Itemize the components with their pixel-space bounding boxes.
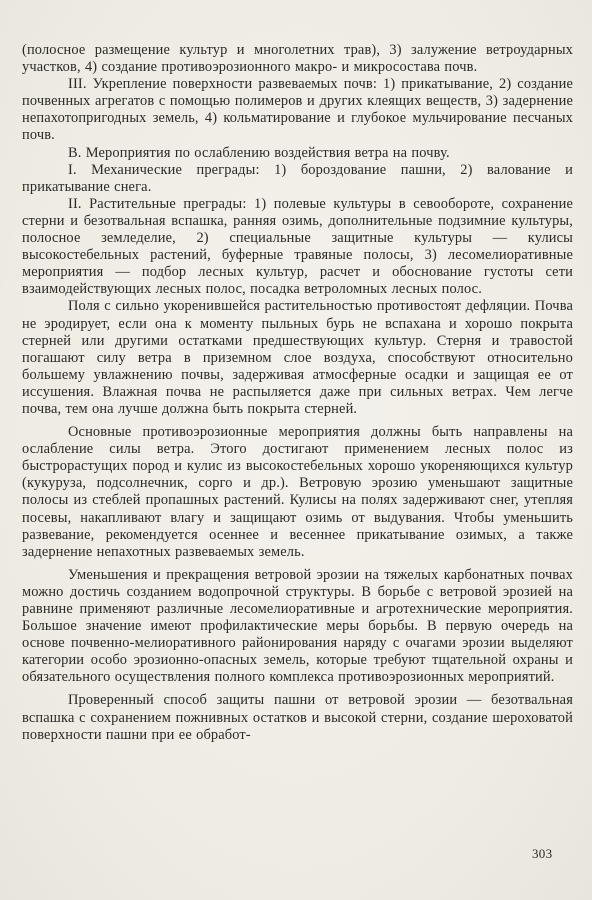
paragraph-intro-continuation: (полосное размещение культур и многолетних трав), 3) залужение ветроударных участков, 4) создание противоэрозионного макро- и микросостава почв. [22, 42, 573, 76]
paragraph-vegetation-deflation: Поля с сильно укоренившейся растительностью противостоят дефляции. Почва не эродирует, если она к моменту пыльных бурь не вспахана и хорошо покрыта стерней или другими остатками предшествующих культур. Стерня и травостой погашают силу ветра в приземном слое воздуха, способствуют относительно большему увлажнению почвы, задерживая атмосферные осадки и защищая ее от иссушения. Влажная почва не распыляется даже при сильных ветрах. Чем легче почва, тем она лучше должна быть покрыта стерней. [22, 298, 573, 417]
paragraph-main-measures: Основные противоэрозионные мероприятия должны быть направлены на ослабление силы ветра. Этого достигают применением лесных полос из быстрорастущих пород и кулис из высокостебельных хорошо укореняющихся культур (кукуруза, подсолнечник, сорго и др.). Ветровую эрозию уменьшают защитные полосы из стеблей пропашных растений. Кулисы на полях задерживают снег, утепляя посевы, накапливают влагу и защищают озимь от выдувания. Чтобы уменьшить развевание, рекомендуется осеннее и весеннее прикатывание озимых, а также задернение непахотных развеваемых земель. [22, 424, 573, 560]
page-text [22, 42, 573, 744]
paragraph-proven-method: Проверенный способ защиты пашни от ветровой эрозии — безотвальная вспашка с сохранением пожнивных остатков и высокой стерни, создание шероховатой поверхности пашни при ее обработ- [22, 692, 573, 743]
paragraph-plant-barriers: II. Растительные преграды: 1) полевые культуры в севообороте, сохранение стерни и безотвальная вспашка, ранняя озимь, дополнительные подзимние культуры, полосное земледелие, 2) специальные защитные культуры — кулисы высокостебельных растений, буферные травяные полосы, 3) лесомелиоративные мероприятия — подбор лесных культур, расчет и обоснование густоты сети взаимодействующих лесных полос, посадка ветроломных лесных полос. [22, 195, 573, 298]
paragraph-carbonate-soils: Уменьшения и прекращения ветровой эрозии на тяжелых карбонатных почвах можно достичь созданием водопрочной структуры. В борьбе с ветровой эрозией на равнине применяют различные лесомелиоративные и агротехнические мероприятия. Большое значение имеют профилактические меры борьбы. В первую очередь на основе почвенно-мелиоративного районирования наряду с очагами эрозии выделяют категории особо эрозионно-опасных земель, которые требуют тщательной охраны и обязательного осуществления полного комплекса противоэрозионных мероприятий. [22, 566, 573, 686]
paragraph-mechanical-barriers: I. Механические преграды: 1) бороздование пашни, 2) валование и прикатывание снега. [22, 161, 573, 195]
paragraph-soil-strengthening: III. Укрепление поверхности развеваемых почв: 1) прикатывание, 2) создание почвенных агрегатов с помощью полимеров и других клеящих веществ, 3) задернение непахотопригодных земель, 4) кольматирование и глубокое мульчирование песчаных почв. [22, 76, 573, 144]
page-number: 303 [532, 846, 553, 861]
paragraph-section-v-heading: В. Мероприятия по ослаблению воздействия ветра на почву. [68, 144, 450, 161]
